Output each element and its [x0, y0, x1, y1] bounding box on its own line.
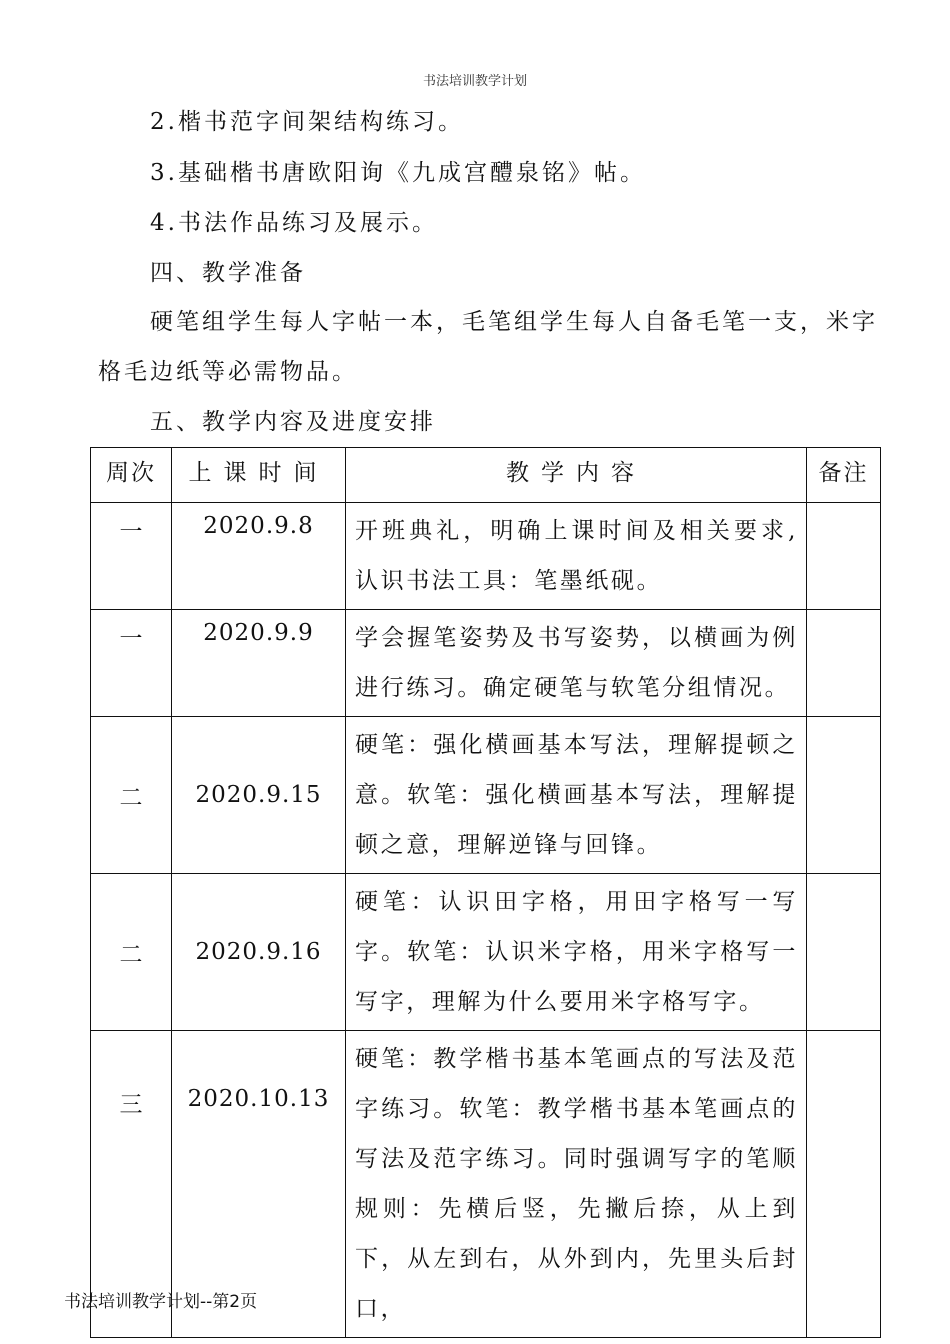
date-cell: 2020.10.13	[172, 1031, 346, 1338]
paragraph-item-2: 2.楷书范字间架结构练习。	[150, 109, 464, 135]
table-row	[91, 717, 881, 874]
header-note: 备注	[807, 448, 881, 503]
week-cell: 一	[91, 610, 172, 717]
week-cell: 二	[91, 874, 172, 1031]
note-cell	[807, 717, 881, 874]
paragraph-item-3: 3.基础楷书唐欧阳询《九成宫醴泉铭》帖。	[150, 160, 646, 186]
date-cell: 2020.9.8	[172, 503, 346, 610]
week-cell: 三	[91, 1031, 172, 1338]
content-cell: 硬笔：教学楷书基本笔画点的写法及范字练习。软笔：教学楷书基本笔画点的写法及范字练习。同时强调写字的笔顺规则：先横后竖，先撇后捺，从上到下，从左到右，从外到内，先里头后封口，	[346, 1031, 807, 1338]
content-cell: 开班典礼，明确上课时间及相关要求,认识书法工具：笔墨纸砚。	[346, 503, 807, 610]
table-header-row	[91, 448, 881, 503]
paragraph-preparation-line2: 格毛边纸等必需物品。	[98, 359, 358, 385]
table-row	[91, 610, 881, 717]
page-header: 书法培训教学计划	[422, 74, 527, 89]
date-cell: 2020.9.16	[172, 874, 346, 1031]
note-cell	[807, 503, 881, 610]
table-row	[91, 874, 881, 1031]
date-cell: 2020.9.9	[172, 610, 346, 717]
content-cell: 学会握笔姿势及书写姿势，以横画为例进行练习。确定硬笔与软笔分组情况。	[346, 610, 807, 717]
schedule-table	[90, 447, 881, 1338]
table-row	[91, 503, 881, 610]
section-heading-schedule: 五、教学内容及进度安排	[150, 409, 436, 435]
note-cell	[807, 874, 881, 1031]
paragraph-item-4: 4.书法作品练习及展示。	[150, 210, 438, 236]
note-cell	[807, 1031, 881, 1338]
paragraph-preparation-line1: 硬笔组学生每人字帖一本，毛笔组学生每人自备毛笔一支，米字	[150, 309, 878, 335]
header-content: 教学内容	[346, 448, 807, 503]
date-cell: 2020.9.15	[172, 717, 346, 874]
page-footer: 书法培训教学计划--第2页	[64, 1292, 258, 1312]
content-cell: 硬笔：强化横画基本写法，理解提顿之意。软笔：强化横画基本写法，理解提顿之意，理解逆锋与回锋。	[346, 717, 807, 874]
week-cell: 二	[91, 717, 172, 874]
section-heading-preparation: 四、教学准备	[150, 260, 306, 286]
week-cell: 一	[91, 503, 172, 610]
content-cell: 硬笔：认识田字格，用田字格写一写字。软笔：认识米字格，用米字格写一写字，理解为什么要用米字格写字。	[346, 874, 807, 1031]
header-week: 周次	[91, 448, 172, 503]
note-cell	[807, 610, 881, 717]
header-time: 上课时间	[172, 448, 346, 503]
